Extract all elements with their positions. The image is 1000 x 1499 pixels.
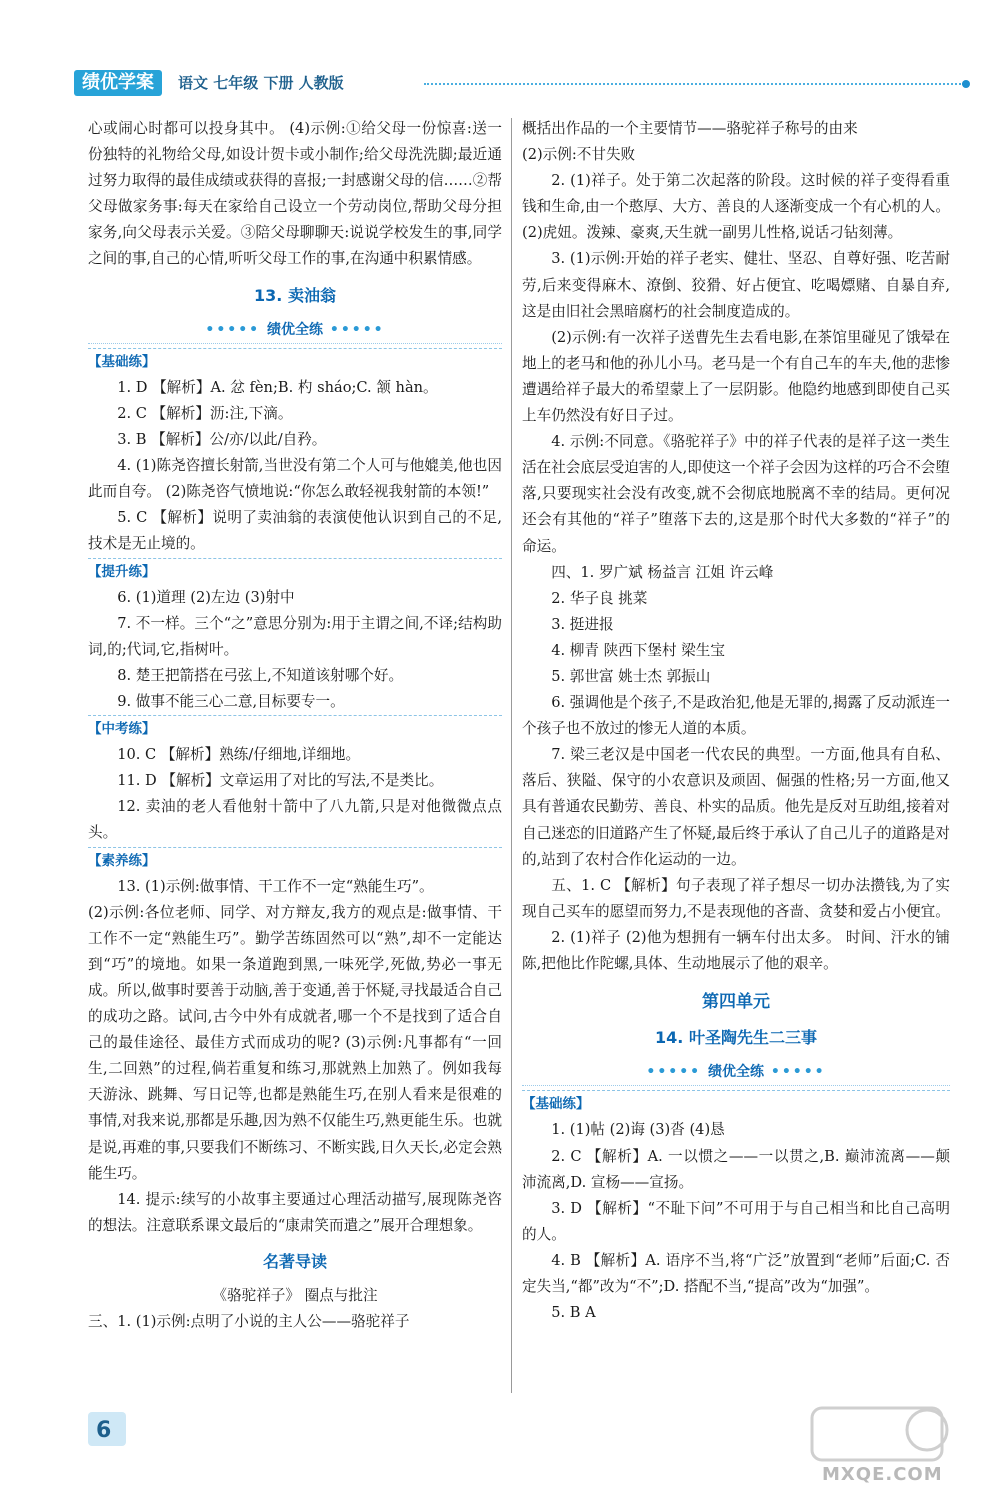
dots-icon: •••••	[764, 1064, 826, 1081]
answer-item: (2)示例:有一次祥子送曹先生去看电影,在茶馆里碰见了饿晕在地上的老马和他的孙儿小马。老马是一个有自己车的车夫,他的悲惨遭遇给祥子最大的希望蒙上了一层阴影。他隐约地感到即使自己买上车仍然没有好日子过。	[522, 328, 950, 425]
left-column	[88, 116, 502, 1335]
answer-item: 9. 做事不能三心二意,目标要专一。	[117, 692, 345, 710]
dots-icon: •••••	[323, 321, 385, 338]
paragraph: 心或闹心时都可以投身其中。 (4)示例:①给父母一份惊喜:送一份独特的礼物给父母,如设计贺卡或小制作;给父母洗洗脚;最近通过努力取得的最佳成绩或获得的喜报;一封感谢父母的信……②帮父母做家务事:每天在家给自己设立一个劳动岗位,帮助父母分担家务,向父母表示关爱。③陪父母聊聊天:说说学校发生的事,同学之间的事,自己的心情,听听父母工作的事,在沟通中积累情感。	[88, 120, 502, 268]
answer-item: 2. 华子良 挑菜	[551, 589, 648, 607]
answer-item: 13. (1)示例:做事情、干工作不一定“熟能生巧”。	[117, 877, 434, 895]
exercise-tag: 【提升练】	[88, 558, 502, 585]
right-column	[522, 116, 950, 1326]
answer-item: 5. C 【解析】说明了卖油翁的表演使他认识到自己的不足,技术是无止境的。	[88, 509, 502, 553]
exercise-tag: 【中考练】	[88, 715, 502, 742]
reading-subtitle: 《骆驼祥子》 圈点与批注	[212, 1287, 378, 1305]
answer-item: 6. 强调他是个孩子,不是政治犯,他是无罪的,揭露了反动派连一个孩子也不放过的惨无人道的本质。	[522, 694, 950, 738]
answer-item: 3. (1)示例:开始的祥子老实、健壮、坚忍、自尊好强、吃苦耐劳,后来变得麻木、潦倒、狡猾、好占便宜、吃喝嫖赌、自暴自弃,这是由旧社会黑暗腐朽的社会制度造成的。	[522, 250, 950, 320]
answer-item: 2. C 【解析】A. 一以惯之——一以贯之,B. 巅沛流离——颠沛流离,D. 宣杨——宣扬。	[522, 1147, 950, 1191]
ribbon-label: 绩优全练	[267, 321, 323, 338]
answer-item: 5. 郭世富 姚士杰 郭振山	[551, 667, 711, 685]
exercise-tag: 【素养练】	[88, 847, 502, 874]
answer-item: 4. B 【解析】A. 语序不当,将“广泛”放置到“老师”后面;C. 否定失当,“都”改为“不”;D. 搭配不当,“提高”改为“加强”。	[522, 1251, 950, 1296]
column-divider	[511, 118, 512, 1393]
answer-item: 1. (1)帖 (2)诲 (3)沓 (4)恳	[551, 1121, 725, 1139]
section-ribbon	[522, 1059, 950, 1086]
answer-item: 10. C 【解析】熟练/仔细地,详细地。	[117, 746, 361, 764]
lesson-title: 14. 叶圣陶先生二三事	[655, 1028, 817, 1048]
answer-item: 6. (1)道理 (2)左边 (3)射中	[117, 588, 295, 606]
brand-logo: 绩优学案	[74, 70, 162, 96]
book-subject: 语文 七年级 下册 人教版	[178, 74, 344, 92]
lesson-title: 13. 卖油翁	[254, 285, 336, 305]
answer-item: 五、1. C 【解析】句子表现了祥子想尽一切办法攒钱,为了实现自己买车的愿望而努力,不是表现他的吝啬、贪婪和爱占小便宜。	[522, 876, 950, 920]
exercise-tag: 【基础练】	[88, 348, 502, 375]
dots-icon: •••••	[205, 321, 267, 338]
answer-item: 8. 楚王把箭搭在弓弦上,不知道该射哪个好。	[117, 666, 404, 684]
answer-item: 11. D 【解析】文章运用了对比的写法,不是类比。	[117, 772, 444, 790]
page-header	[74, 66, 964, 100]
answer-item: 4. (1)陈尧咨擅长射箭,当世没有第二个人可与他媲美,他也因此而自夸。 (2)陈尧咨气愤地说:“你怎么敢轻视我射箭的本领!”	[88, 457, 502, 501]
answer-item: 3. 挺进报	[551, 615, 614, 633]
page-number: 6	[96, 1418, 112, 1443]
ribbon-label: 绩优全练	[708, 1064, 764, 1081]
answer-item: 7. 不一样。三个“之”意思分别为:用于主谓之间,不译;结构助词,的;代词,它,指树叶。	[88, 614, 502, 658]
answer-item: 3. D 【解析】“不耻下问”不可用于与自己相当和比自己高明的人。	[522, 1199, 950, 1243]
answer-item: 14. 提示:续写的小故事主要通过心理活动描写,展现陈尧咨的想法。注意联系课文最后的“康肃笑而遣之”展开合理想象。	[88, 1190, 502, 1234]
watermark-text: MXQE.COM	[822, 1464, 943, 1485]
answer-item: 4. 柳青 陕西下堡村 梁生宝	[551, 641, 725, 659]
answer-item: (2)示例:不甘失败	[522, 146, 636, 164]
header-divider	[424, 83, 964, 85]
answer-item: 四、1. 罗广斌 杨益言 江姐 许云峰	[551, 563, 774, 581]
answer-item: 12. 卖油的老人看他射十箭中了八九箭,只是对他微微点点头。	[88, 798, 502, 842]
answer-item: 2. (1)祥子 (2)他为想拥有一辆车付出太多。 时间、汗水的铺陈,把他比作陀螺,具体、生动地展示了他的艰辛。	[522, 928, 950, 972]
reading-title: 名著导读	[262, 1251, 327, 1271]
answer-item: 概括出作品的一个主要情节——骆驼祥子称号的由来	[522, 120, 858, 137]
section-ribbon	[88, 317, 502, 344]
exercise-tag: 【基础练】	[522, 1090, 950, 1117]
answer-item: 7. 梁三老汉是中国老一代农民的典型。一方面,他具有自私、落后、狭隘、保守的小农意识及顽固、倔强的性格;另一方面,他又具有普通农民勤劳、善良、朴实的品质。他先是反对互助组,接着对自己迷恋的旧道路产生了怀疑,最后终于承认了自己儿子的道路是对的,站到了农村合作化运动的一边。	[522, 746, 950, 868]
answer-item: 4. 示例:不同意。《骆驼祥子》中的祥子代表的是祥子这一类生活在社会底层受迫害的人,即使这一个祥子会因为这样的巧合不会堕落,只要现实社会没有改变,就不会彻底地脱离不幸的结局。更何况还会有其他的“祥子”堕落下去的,这是那个时代大多数的“祥子”的命运。	[522, 433, 950, 555]
unit-title: 第四单元	[702, 992, 770, 1013]
answer-item: 1. D 【解析】A. 忿 fèn;B. 杓 sháo;C. 颔 hàn。	[117, 378, 438, 396]
answer-item: 5. B A	[551, 1304, 596, 1322]
answer-item: 2. (1)祥子。处于第二次起落的阶段。这时候的祥子变得看重钱和生命,由一个憨厚、大方、善良的人逐渐变成一个有心机的人。 (2)虎妞。泼辣、豪爽,天生就一副男儿性格,说话刁钻刻薄。	[522, 172, 950, 242]
answer-item: 2. C 【解析】沥:注,下滴。	[117, 404, 293, 422]
answer-item: 3. B 【解析】公/亦/以此/自矜。	[117, 431, 327, 449]
answer-item: (2)示例:各位老师、同学、对方辩友,我方的观点是:做事情、干工作不一定“熟能生巧”。勤学苦练固然可以“熟”,却不一定能达到“巧”的境地。如果一条道跑到黑,一味死学,死做,势必一事无成。所以,做事时要善于动脑,善于变通,善于怀疑,寻找最适合自己的成功之路。试问,古今中外有成就者,哪一个不是找到了适合自己的最佳途径、最佳方式而成功的呢? (3)示例:凡事都有“一回生,二回熟”的过程,倘若重复和练习,那就熟上加熟了。例如我每天游泳、跳舞、写日记等,也都是熟能生巧,在别人看来是很难的事情,对我来说,那都是乐趣,因为熟不仅能生巧,熟更能生乐。也就是说,再难的事,只要我们不断练习、不断实践,日久天长,必定会熟能生巧。	[88, 903, 502, 1182]
answer-item: 三、1. (1)示例:点明了小说的主人公——骆驼祥子	[88, 1313, 410, 1331]
dot-icon	[962, 80, 970, 88]
dots-icon: •••••	[646, 1064, 708, 1081]
